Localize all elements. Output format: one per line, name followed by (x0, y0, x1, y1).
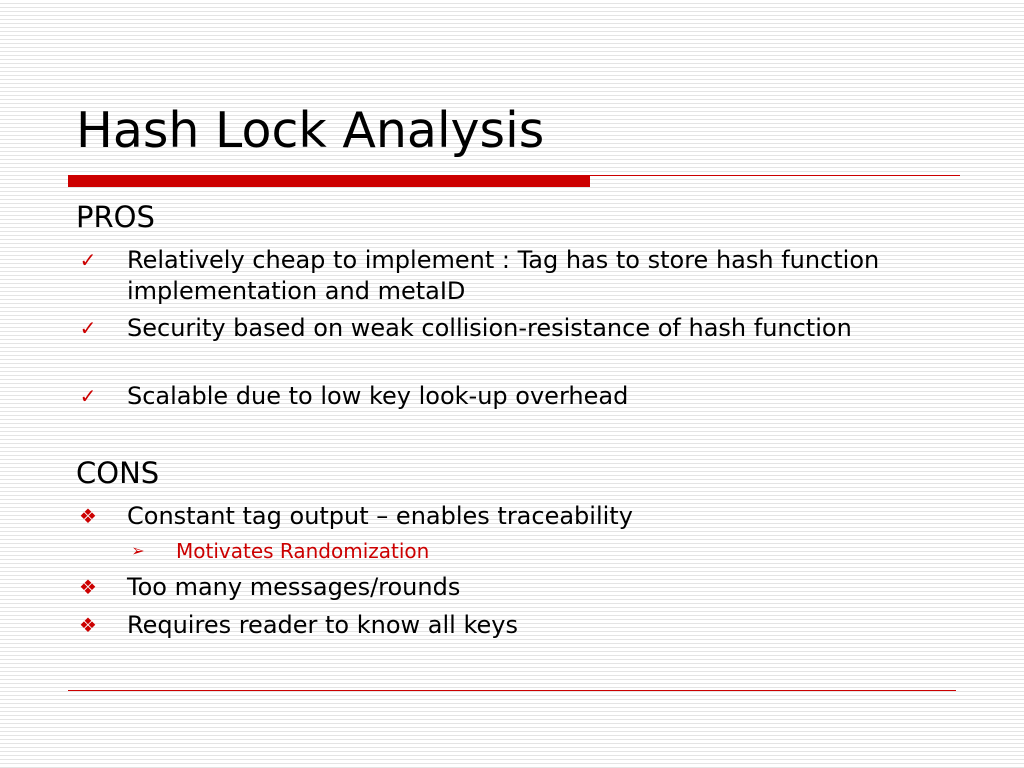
pros-item-1 (76, 245, 936, 307)
four-diamond-icon: ❖ (79, 613, 97, 637)
pros-item-3-text: Scalable due to low key look-up overhead (127, 382, 629, 410)
pros-item-1-text: Relatively cheap to implement : Tag has to store hash function implementation and metaID (127, 246, 880, 305)
slide-title: Hash Lock Analysis (76, 102, 545, 159)
checkmark-icon: ✓ (79, 316, 97, 340)
cons-item-3 (76, 610, 936, 641)
pros-item-2 (76, 313, 936, 344)
title-underline-thin (590, 175, 960, 176)
four-diamond-icon: ❖ (79, 504, 97, 528)
title-underline-thick (68, 175, 590, 187)
pros-item-2-text: Security based on weak collision-resistance of hash function (127, 314, 852, 342)
arrowhead-icon: ➢ (131, 541, 145, 560)
pros-item-3 (76, 381, 936, 412)
cons-item-1-sub (130, 538, 930, 564)
cons-item-1-sub-text: Motivates Randomization (176, 539, 430, 563)
cons-item-2-text: Too many messages/rounds (127, 573, 461, 601)
cons-item-2 (76, 572, 936, 603)
checkmark-icon: ✓ (79, 384, 97, 408)
cons-heading: CONS (76, 456, 160, 490)
cons-item-3-text: Requires reader to know all keys (127, 611, 518, 639)
pros-heading: PROS (76, 200, 155, 234)
checkmark-icon: ✓ (79, 248, 97, 272)
footer-divider (68, 690, 956, 691)
four-diamond-icon: ❖ (79, 575, 97, 599)
cons-item-1-text: Constant tag output – enables traceability (127, 502, 633, 530)
cons-item-1 (76, 501, 936, 532)
